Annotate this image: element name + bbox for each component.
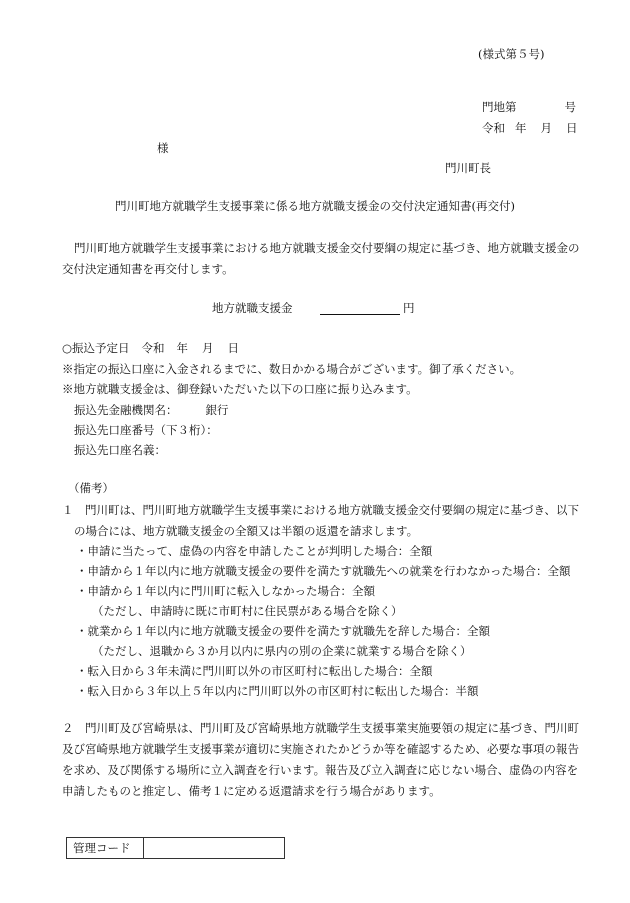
scheduled-date <box>62 340 239 356</box>
remarks-bullet: ・転入日から３年未満に門川町以外の市区町村に転出した場合：全額 <box>76 664 433 678</box>
document-number-suffix: 号 <box>564 100 576 114</box>
recipient: 様 <box>157 141 169 155</box>
date-era: 令和 <box>482 121 505 135</box>
scheduled-era: 令和 <box>141 341 165 355</box>
amount-unit: 円 <box>403 301 415 315</box>
intro-paragraph: 門川町地方就職学生支援事業における地方就職支援金交付要綱の規定に基づき、地方就職支援金の交付決定通知書を再交付します。 <box>62 241 580 276</box>
amount-label: 地方就職支援金 <box>212 301 293 315</box>
scheduled-date-label: ○振込予定日 <box>62 341 130 355</box>
bank-name <box>74 402 229 418</box>
remarks-title: （備考） <box>68 481 114 495</box>
account-number-label: 振込先口座番号（下３桁）： <box>74 423 218 437</box>
amount-blank-line <box>320 314 400 315</box>
scheduled-year: 年 <box>176 341 189 355</box>
remarks-bullet: ・申請から１年以内に地方就職支援金の要件を満たす就職先への就業を行わなかった場合：全額 <box>76 564 571 578</box>
account-name-label: 振込先口座名義： <box>74 443 166 457</box>
date-month: 月 <box>540 121 552 135</box>
date-day: 日 <box>566 121 578 135</box>
management-code-value <box>144 838 285 859</box>
management-code-table <box>66 837 285 859</box>
document-date <box>482 120 578 136</box>
remarks-bullet: ・就業から１年以内に地方就職支援金の要件を満たす就職先を辞した場合：全額 <box>76 624 490 638</box>
bank-name-label: 振込先金融機関名： <box>74 403 178 417</box>
remarks-item-2: ２ 門川町及び宮崎県は、門川町及び宮崎県地方就職学生支援事業実施要領の規定に基づき、門川町及び宮崎県地方就職学生支援事業が適切に実施されたかどうか等を確認するため、必要な事項の報告を求め、及び関係する場所に立入調査を行います。報告及び立入調査に応じない場合、虚偽の内容を申請したものと推定し、備考１に定める返還請求を行う場合があります。 <box>62 721 580 798</box>
document-number <box>482 99 576 115</box>
payment-note-2: ※地方就職支援金は、御登録いただいた以下の口座に振り込みます。 <box>62 382 418 396</box>
remarks-bullet-note: （ただし、申請時に既に市町村に住民票がある場合を除く） <box>92 604 403 618</box>
remarks-item-1: １ 門川町は、門川町地方就職学生支援事業における地方就職支援金交付要綱の規定に基づき、以下の場合には、地方就職支援金の全額又は半額の返還を請求します。 <box>62 503 580 538</box>
payment-note-1: ※指定の振込口座に入金されるまでに、数日かかる場合がございます。御了承ください。 <box>62 362 522 376</box>
date-year: 年 <box>515 121 527 135</box>
management-code-label: 管理コード <box>67 838 144 859</box>
bank-name-suffix: 銀行 <box>205 403 229 417</box>
document-number-prefix: 門地第 <box>482 100 517 114</box>
remarks-bullet: ・転入日から３年以上５年以内に門川町以外の市区町村に転出した場合：半額 <box>76 684 479 698</box>
scheduled-month: 月 <box>202 341 214 355</box>
sender: 門川町長 <box>445 161 491 175</box>
scheduled-day: 日 <box>227 341 240 355</box>
remarks-bullet: ・申請から１年以内に門川町に転入しなかった場合：全額 <box>76 584 375 598</box>
form-number: (様式第５号) <box>478 47 545 61</box>
remarks-bullet-note: （ただし、退職から３か月以内に県内の別の企業に就業する場合を除く） <box>92 644 472 658</box>
remarks-bullet: ・申請に当たって、虚偽の内容を申請したことが判明した場合：全額 <box>76 544 433 558</box>
document-title: 門川町地方就職学生支援事業に係る地方就職支援金の交付決定通知書(再交付) <box>115 199 515 213</box>
